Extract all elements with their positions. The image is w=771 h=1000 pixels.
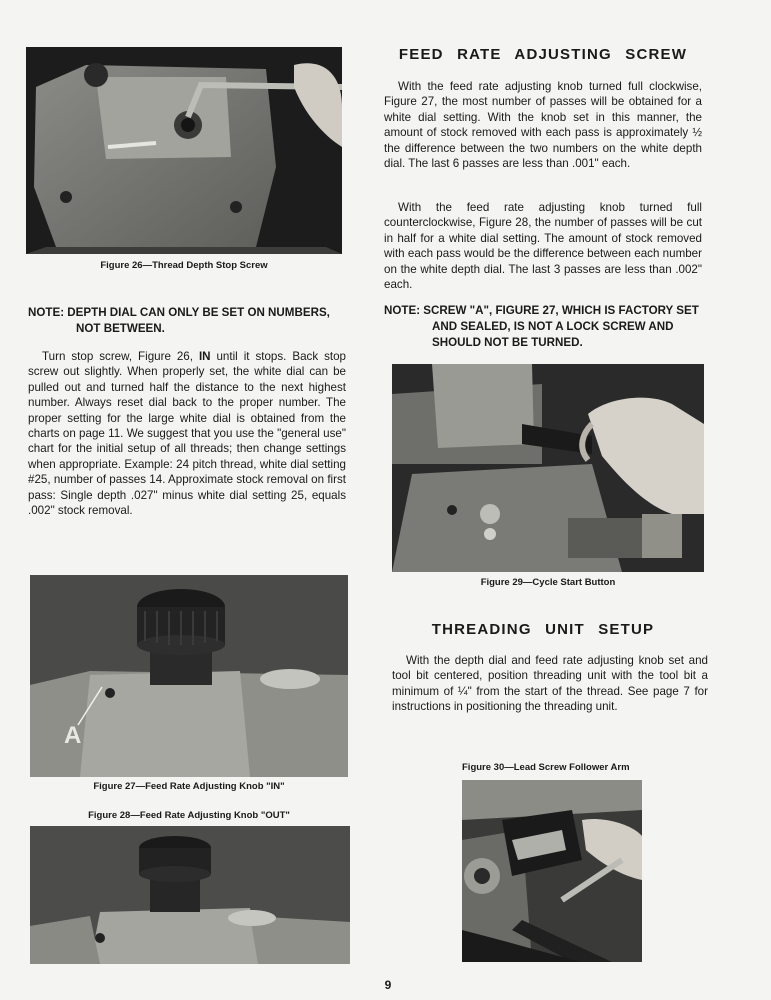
depth-dial-note	[28, 305, 346, 337]
figure-27-photo	[30, 575, 348, 777]
page-number: 9	[384, 978, 392, 992]
figure-27-caption: Figure 27—Feed Rate Adjusting Knob "IN"	[93, 781, 285, 792]
screw-a-note	[384, 303, 704, 351]
stop-screw-paragraph-c: until it stops. Back stop screw out slightly. When properly set, the white dial can be pulled out and turned half the distance to the next highest number. Always reset dial back to the proper number. The proper setting for the large white dial is obtained from the charts on page 11. We suggest that you use the "general use" chart for the initial setup of all threads; then change settings when appropriate. Example: 24 pitch thread, white dial setting #25, number of passes 14. Approximate stock removal on first pass: Single depth .027" minus white dial setting 25, equals .002" stock removal.	[28, 350, 346, 518]
screw-a-note-text: NOTE: SCREW "A", FIGURE 27, WHICH IS FACTORY SET AND SEALED, IS NOT A LOCK SCREW AND SHOULD NOT BE TURNED.	[384, 304, 699, 349]
threading-unit-paragraph	[392, 653, 708, 715]
feed-rate-paragraph-1	[384, 79, 702, 171]
figure-26-photo	[26, 47, 342, 254]
figure-28-caption: Figure 28—Feed Rate Adjusting Knob "OUT"	[88, 810, 290, 821]
figure-28-photo	[30, 826, 350, 964]
depth-dial-note-text: NOTE: DEPTH DIAL CAN ONLY BE SET ON NUMBERS, NOT BETWEEN.	[28, 306, 330, 335]
feed-rate-heading: FEED RATE ADJUSTING SCREW	[398, 46, 688, 63]
figure-29-caption: Figure 29—Cycle Start Button	[480, 577, 616, 588]
stop-screw-paragraph-a: Turn stop screw, Figure 26,	[42, 350, 199, 363]
stop-screw-paragraph-in: IN	[198, 350, 211, 363]
threading-unit-paragraph-text: With the depth dial and feed rate adjusting knob set and tool bit centered, position threading unit with the tool bit a minimum of ¼" from the start of the thread. See page 7 for instructions in positioning the threading unit.	[392, 654, 708, 714]
figure-30-caption: Figure 30—Lead Screw Follower Arm	[462, 762, 630, 773]
figure-27-marker-a: A	[64, 722, 82, 749]
threading-unit-heading: THREADING UNIT SETUP	[431, 621, 655, 638]
figure-29-photo	[392, 364, 704, 572]
feed-rate-paragraph-2	[384, 200, 702, 292]
stop-screw-paragraph	[28, 349, 346, 518]
feed-rate-paragraph-2-text: With the feed rate adjusting knob turned full counterclockwise, Figure 28, the number of passes will be cut in half for a white dial setting. The amount of stock removed with each pass would be the difference between each number on the white depth dial. The last 3 passes are less than .002" each.	[384, 201, 702, 292]
figure-30-photo	[462, 780, 642, 962]
figure-26-caption: Figure 26—Thread Depth Stop Screw	[100, 260, 268, 271]
feed-rate-paragraph-1-text: With the feed rate adjusting knob turned full clockwise, Figure 27, the most number of passes will be obtained for a white dial setting. With the knob set in this manner, the amount of stock removed with each pass is approximately ½ the difference between the two numbers on the white depth dial. The last 6 passes are less than .001" each.	[384, 80, 702, 171]
